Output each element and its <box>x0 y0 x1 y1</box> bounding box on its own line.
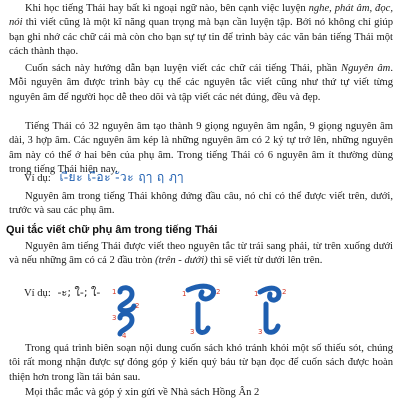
section-italic-top-bottom: (trên - dưới) <box>155 255 208 267</box>
closing-paragraph-6: Trong quá trình biên soạn nội dung cuốn sách khó tránh khỏi một số thiếu sót, chúng tôi rất mong nhận được sự đóng góp ý kiến quý báu từ bạn đọc để cuốn sách được hoàn thiện hơn trong lần tái bản sau. <box>9 343 393 383</box>
stroke-glyph-sara-a <box>120 288 134 334</box>
example-1 <box>24 170 184 186</box>
intro-text-2a: Cuốn sách này hướng dẫn bạn luyện viết các chữ cái tiếng Thái, phần <box>25 63 342 74</box>
stroke-number: 2 <box>135 302 140 310</box>
intro-paragraph-2 <box>9 62 393 105</box>
intro-text-1b: thì viết cũng là một kĩ năng quan trọng mà bạn cần luyện tập. Bởi nó không chỉ giúp bạn ghi nhớ các chữ cái mà còn cho bạn sự tự tin để trình bày các văn bản tiếng Thái một cách thành thạo. <box>9 17 393 58</box>
example-1-label: Ví dụ: <box>24 173 51 184</box>
example-2-thai-vowels: -ะ; ใ-; ใ- <box>57 286 101 299</box>
stroke-number: 4 <box>122 332 127 338</box>
section-text-5b: thì sẽ viết từ dưới lên trên. <box>207 255 323 267</box>
example-2-label: Ví dụ: <box>24 288 51 299</box>
section-text-5a: Nguyên âm tiếng Thái được viết theo nguyên tắc từ trái sang phải, từ trên xuống dưới và nếu những âm có cả 2 đầu tròn <box>9 241 393 267</box>
intro-paragraph-3: Tiếng Thái có 32 nguyên âm tạo thành 9 giọng nguyên âm ngắn, 9 giọng nguyên âm dài, 3 hợp âm. Các nguyên âm kép là những nguyên âm có 2 ký tự trở lên, những nguyên âm này có thể ở hai bên của phụ âm. Trong tiếng Thái có 6 nguyên âm ít thường dùng trong tiếng Thái hiện nay. <box>9 121 393 176</box>
intro-text-2b: . Mỗi nguyên âm được trình bày cụ thể các nguyên tắc viết cũng như thứ tự viết từng nguyên âm để người học dễ theo dõi và tập viết các nét đúng, đều và đẹp. <box>9 63 393 103</box>
stroke-number: 3 <box>112 314 117 322</box>
section-paragraph-5 <box>9 240 393 269</box>
stroke-number: 2 <box>216 288 221 296</box>
intro-text-1a: Khi học tiếng Thái hay bất kì ngoại ngữ nào, bên cạnh việc luyện <box>25 3 309 14</box>
stroke-number: 1 <box>254 290 259 298</box>
intro-paragraph-1 <box>9 2 393 60</box>
stroke-order-illustration <box>110 282 400 338</box>
intro-paragraph-4: Nguyên âm trong tiếng Thái không đứng đầu câu, nó chỉ có thể được viết trên, dưới, trước và sau các phụ âm. <box>9 191 393 217</box>
stroke-number: 1 <box>112 288 117 296</box>
stroke-number: 1 <box>182 290 187 298</box>
example-2 <box>24 286 100 301</box>
intro-italic-skills: nghe, phát âm, đọc, nói <box>9 3 394 29</box>
stroke-number: 3 <box>258 328 263 336</box>
intro-italic-vowel: Nguyên âm <box>341 63 391 74</box>
stroke-glyph-sai-mai-malai <box>188 286 214 332</box>
example-1-thai-vowels: เ-ียะ เ-ือะ -ัวะ ฤๅ ฤ ฦๅ <box>59 170 184 184</box>
section-heading: Qui tắc viết chữ phụ âm trong tiếng Thái <box>6 224 218 236</box>
stroke-number: 2 <box>282 288 287 296</box>
stroke-number: 3 <box>190 328 195 336</box>
closing-paragraph-7: Mọi thắc mắc và góp ý xin gửi về Nhà sách Hồng Ân 2 <box>25 387 260 398</box>
stroke-glyph-sai-mai-muan <box>260 288 279 332</box>
